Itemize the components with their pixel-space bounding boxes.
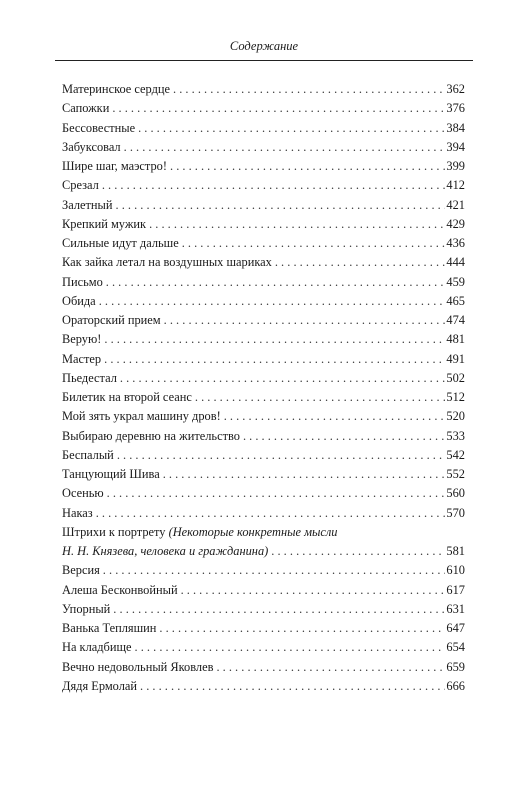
dot-leader [138, 119, 445, 138]
toc-entry-page: 481 [446, 332, 465, 347]
dot-leader [117, 446, 446, 465]
toc-entry-title: На кладбище [62, 640, 132, 655]
toc-entry-page: 581 [446, 544, 465, 558]
dot-leader [96, 504, 446, 523]
toc-entry-title: Срезал [62, 178, 99, 193]
toc-entry-page: 436 [446, 236, 465, 250]
dot-leader [170, 157, 445, 176]
dot-leader [124, 138, 446, 157]
toc-entry-page: 421 [446, 197, 465, 212]
toc-entry-subtitle: (Некоторые конкретные мысли [168, 524, 338, 539]
toc-entry-title: Беспалый [62, 447, 114, 462]
toc-entry [62, 99, 465, 118]
toc-entry-title: Верую! [62, 332, 102, 347]
toc-entry [62, 119, 465, 138]
toc-entry-page: 429 [446, 216, 465, 231]
toc-entry-page: 412 [446, 178, 465, 193]
toc-entry-page: 399 [446, 159, 465, 173]
dot-leader [106, 273, 446, 292]
toc-entry-page: 631 [446, 601, 465, 616]
toc-entry-title: Крепкий мужик [62, 216, 147, 231]
toc-entry-title: Упорный [62, 601, 111, 616]
toc-entry-page: 474 [446, 313, 465, 327]
toc-entry-page: 654 [446, 640, 465, 655]
dot-leader [173, 80, 445, 99]
toc-entry-title: Алеша Бесконвойный [62, 582, 178, 597]
toc-entry-title: Как зайка летал на воздушных шариках [62, 255, 272, 270]
toc-entry-page: 384 [446, 120, 465, 135]
toc-entry-title: Осенью [62, 486, 104, 501]
dot-leader [195, 388, 446, 407]
dot-leader [275, 253, 446, 272]
toc-entry-page: 647 [446, 621, 465, 635]
toc-entry [62, 157, 465, 176]
toc-entry-page: 560 [446, 486, 465, 501]
toc-entry-title: Мастер [62, 351, 102, 366]
toc-entry-page: 542 [446, 447, 465, 462]
dot-leader [164, 311, 446, 330]
toc-entry [62, 600, 465, 619]
dot-leader [116, 196, 446, 215]
dot-leader [104, 350, 445, 369]
dot-leader [102, 176, 446, 195]
toc-entry-page: 376 [446, 101, 465, 116]
dot-leader [182, 234, 446, 253]
toc-entry [62, 253, 465, 272]
dot-leader [224, 407, 446, 426]
toc-entry [62, 446, 465, 465]
toc-entry-title: Дядя Ермолай [62, 678, 138, 693]
toc-entry-title: Шире шаг, маэстро! [62, 159, 167, 173]
toc-entry-title: Мой зять украл машину дров! [62, 409, 221, 424]
toc-entry-page: 394 [446, 139, 465, 154]
toc-entry [62, 658, 465, 677]
toc-entry-title: Танцующий Шива [62, 467, 160, 481]
toc-entry-title: Забуксовал [62, 139, 121, 154]
dot-leader [181, 581, 446, 600]
toc-entry [62, 465, 465, 484]
toc-entry [62, 234, 465, 253]
toc-entry [62, 350, 465, 369]
toc-entry-title: Выбираю деревню на жительство [62, 428, 240, 443]
dot-leader [104, 330, 445, 349]
toc-entry-page: 520 [446, 409, 465, 424]
toc-entry-title: Залетный [62, 197, 113, 212]
dot-leader [112, 99, 445, 118]
dot-leader [99, 292, 446, 311]
toc-entry [62, 330, 465, 349]
toc-entry [62, 504, 465, 523]
dot-leader [163, 465, 446, 484]
toc-entry-title: Версия [62, 563, 100, 578]
toc-entry-title: Штрихи к портрету [62, 524, 166, 539]
toc-entries-group [62, 561, 465, 696]
running-header-title: Содержание [229, 39, 299, 53]
toc-entry [62, 619, 465, 638]
toc-entry-title: Вечно недовольный Яковлев [62, 659, 214, 674]
toc-entry [62, 484, 465, 503]
toc-entry-page: 570 [446, 505, 465, 520]
toc-entry-page: 659 [446, 659, 465, 674]
toc-entry-page: 666 [446, 678, 465, 693]
toc-entry-page: 491 [446, 351, 465, 366]
toc-entry-page: 610 [446, 563, 465, 578]
dot-leader [243, 427, 445, 446]
dot-leader [149, 215, 445, 234]
dot-leader [107, 484, 446, 503]
dot-leader [159, 619, 445, 638]
dot-leader [135, 638, 446, 657]
toc-entry-page: 552 [446, 467, 465, 481]
toc-entry-title: Наказ [62, 505, 93, 520]
toc-entries-group [62, 80, 465, 523]
dot-leader [271, 542, 445, 561]
running-header [55, 38, 473, 61]
toc-entry-page: 617 [446, 582, 465, 597]
toc-entry-page: 502 [446, 370, 465, 385]
toc-entry [62, 427, 465, 446]
toc-entry-page: 444 [446, 255, 465, 270]
toc-entry [62, 311, 465, 330]
dot-leader [103, 561, 446, 580]
toc-entry-title: Ораторский прием [62, 313, 161, 327]
toc-entry [62, 176, 465, 195]
toc-entry [62, 581, 465, 600]
toc-entry-title: Письмо [62, 274, 103, 289]
toc-entry [62, 138, 465, 157]
toc-entry [62, 561, 465, 580]
toc-entry [62, 407, 465, 426]
toc-entry-title: Пьедестал [62, 370, 117, 385]
toc-entry [62, 677, 465, 696]
toc-entry [62, 292, 465, 311]
toc-entry-title: Сапожки [62, 101, 110, 116]
dot-leader [113, 600, 445, 619]
toc-entry [62, 196, 465, 215]
toc-entry-page: 465 [446, 293, 465, 308]
toc-entry-title: Сильные идут дальше [62, 236, 179, 250]
toc-entry-page: 512 [446, 390, 465, 404]
dot-leader [216, 658, 445, 677]
toc-entry-title: Ванька Тепляшин [62, 621, 157, 635]
toc-entry-title: Обида [62, 293, 96, 308]
toc-entry [62, 369, 465, 388]
toc-entry-title: Материнское сердце [62, 82, 171, 96]
toc-entry-title: Билетик на второй сеанс [62, 390, 192, 404]
toc-entry-multiline [62, 523, 465, 562]
dot-leader [140, 677, 445, 696]
toc-entry-page: 459 [446, 274, 465, 289]
toc-entry-subtitle: Н. Н. Князева, человека и гражданина) [62, 544, 269, 558]
toc-entry-page: 362 [446, 82, 465, 96]
toc-entry [62, 80, 465, 99]
toc-entry-title: Бессовестные [62, 120, 136, 135]
toc-entry-page: 533 [446, 428, 465, 443]
toc-entry [62, 273, 465, 292]
dot-leader [120, 369, 446, 388]
toc-entry [62, 215, 465, 234]
toc-entry [62, 388, 465, 407]
toc-entry [62, 638, 465, 657]
table-of-contents [62, 80, 465, 696]
